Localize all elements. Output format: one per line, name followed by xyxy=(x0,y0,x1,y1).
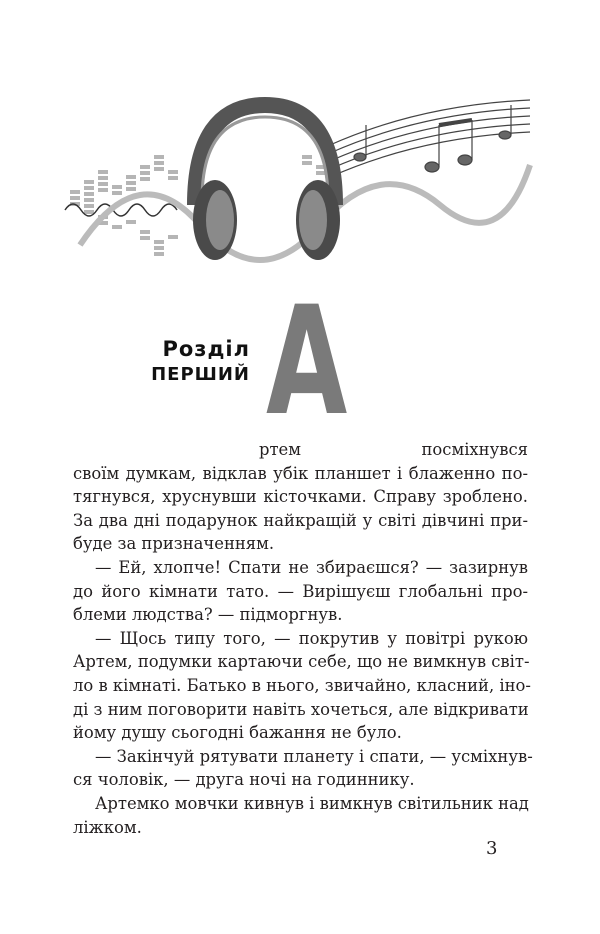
text-line: ліжком. xyxy=(73,817,142,837)
text-line: блеми людства? — підморгнув. xyxy=(73,605,343,625)
body-text xyxy=(73,438,533,839)
text-line: тягнувся, хруснувши кісточками. Справу зроблено. xyxy=(73,487,528,507)
text-line: Артемко мовчки кивнув і вимкнув світильник над xyxy=(95,793,529,813)
text-line: — Закінчуй рятувати планету і спати, — усміхнув- xyxy=(95,746,533,766)
text-line: ло в кімнаті. Батько в нього, звичайно, класний, іно- xyxy=(73,675,531,695)
chapter-heading xyxy=(150,336,250,388)
drop-cap: А xyxy=(266,275,348,449)
sound-wave-icon xyxy=(65,204,177,216)
text-line: до його кімнати тато. — Вирішуєш глобальні про- xyxy=(73,581,528,601)
headphones-icon xyxy=(193,105,340,260)
text-line: — Щось типу того, — покрутив у повітрі рукою xyxy=(95,628,528,648)
text-line: ді з ним поговорити навіть хочеться, але відкривати xyxy=(73,699,529,719)
text-line: своїм думкам, відклав убік планшет і блаженно по- xyxy=(73,463,528,483)
text-line: Артем, подумки картаючи себе, що не вимкнув світ- xyxy=(73,652,530,672)
text-line: За два дні подарунок найкращій у світі дівчині при- xyxy=(73,510,528,530)
chapter-title-line1: Розділ xyxy=(162,337,250,361)
chapter-title-line2: ПЕРШИЙ xyxy=(151,364,250,385)
headphones-music-illustration xyxy=(60,95,540,275)
music-notes-icon xyxy=(330,100,530,177)
text-line: буде за призначенням. xyxy=(73,534,275,554)
text-line: — Ей, хлопче! Спати не збираєшся? — зазирнув xyxy=(95,557,528,577)
page-number: 3 xyxy=(486,838,498,859)
text-line: ртем посміхнувся xyxy=(259,440,528,459)
text-line: йому душу сьогодні бажання не було. xyxy=(73,723,402,743)
text-line: ся чоловік, — друга ночі на годиннику. xyxy=(73,770,415,790)
